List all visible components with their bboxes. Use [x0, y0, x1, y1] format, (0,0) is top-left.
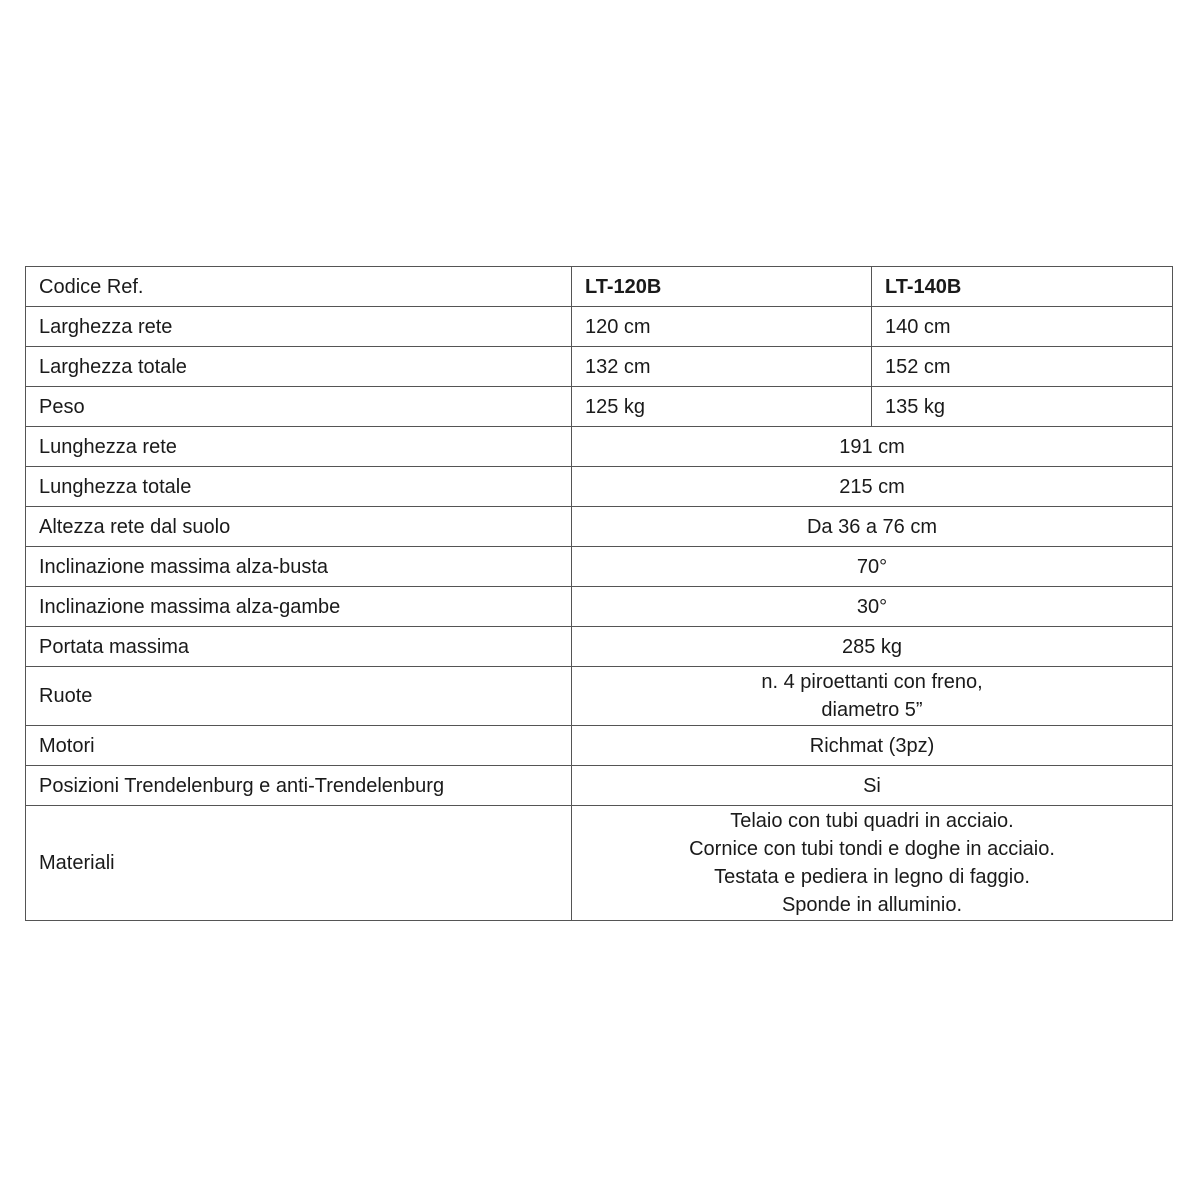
- shared-value: 215 cm: [572, 467, 1173, 507]
- row-label: Peso: [26, 387, 572, 427]
- row-label: Ruote: [26, 667, 572, 726]
- shared-value: Richmat (3pz): [572, 726, 1173, 766]
- row-label: Portata massima: [26, 627, 572, 667]
- value-model-b: 135 kg: [872, 387, 1173, 427]
- row-label: Lunghezza rete: [26, 427, 572, 467]
- value-line: Testata e pediera in legno di faggio.: [714, 866, 1030, 888]
- row-label: Lunghezza totale: [26, 467, 572, 507]
- table-row: [26, 507, 1173, 547]
- header-label: Codice Ref.: [26, 267, 572, 307]
- table-row: [26, 766, 1173, 806]
- shared-value: [572, 667, 1173, 726]
- value-line: diametro 5”: [821, 699, 923, 721]
- table-row: [26, 806, 1173, 921]
- shared-value: 285 kg: [572, 627, 1173, 667]
- row-label: Altezza rete dal suolo: [26, 507, 572, 547]
- shared-value: Si: [572, 766, 1173, 806]
- spec-table: [25, 266, 1173, 921]
- shared-value: Da 36 a 76 cm: [572, 507, 1173, 547]
- table-header-row: [26, 267, 1173, 307]
- table-row: [26, 427, 1173, 467]
- shared-value: 30°: [572, 587, 1173, 627]
- table-row: [26, 667, 1173, 726]
- value-model-b: 152 cm: [872, 347, 1173, 387]
- shared-value: 191 cm: [572, 427, 1173, 467]
- row-label: Materiali: [26, 806, 572, 921]
- value-line: n. 4 piroettanti con freno,: [761, 671, 983, 693]
- table-row: [26, 587, 1173, 627]
- header-model-b: LT-140B: [872, 267, 1173, 307]
- row-label: Larghezza rete: [26, 307, 572, 347]
- table-row: [26, 627, 1173, 667]
- value-model-a: 125 kg: [572, 387, 872, 427]
- row-label: Inclinazione massima alza-gambe: [26, 587, 572, 627]
- table-row: [26, 347, 1173, 387]
- value-model-a: 120 cm: [572, 307, 872, 347]
- row-label: Posizioni Trendelenburg e anti-Trendelenburg: [26, 766, 572, 806]
- row-label: Inclinazione massima alza-busta: [26, 547, 572, 587]
- value-model-b: 140 cm: [872, 307, 1173, 347]
- value-line: Sponde in alluminio.: [781, 894, 963, 916]
- table-row: [26, 467, 1173, 507]
- table-row: [26, 307, 1173, 347]
- row-label: Motori: [26, 726, 572, 766]
- header-model-a: LT-120B: [572, 267, 872, 307]
- value-line: Telaio con tubi quadri in acciaio.: [730, 810, 1014, 832]
- value-line: Cornice con tubi tondi e doghe in acciaio.: [689, 838, 1055, 860]
- table-row: [26, 547, 1173, 587]
- value-model-a: 132 cm: [572, 347, 872, 387]
- row-label: Larghezza totale: [26, 347, 572, 387]
- table-row: [26, 726, 1173, 766]
- shared-value: 70°: [572, 547, 1173, 587]
- table-row: [26, 387, 1173, 427]
- shared-value: [572, 806, 1173, 921]
